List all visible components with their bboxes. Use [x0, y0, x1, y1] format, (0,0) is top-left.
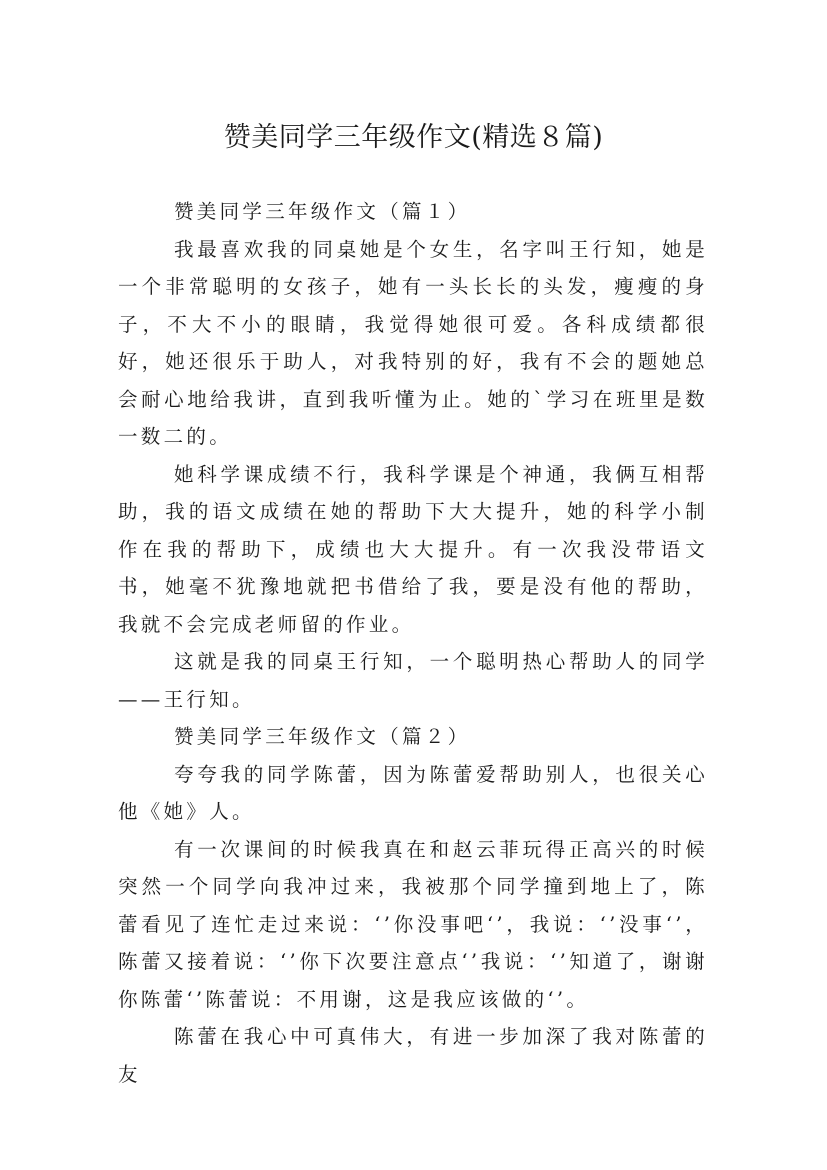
paragraph: 陈蕾在我心中可真伟大，有进一步加深了我对陈蕾的友: [118, 1025, 708, 1086]
paragraph: 我最喜欢我的同桌她是个女生，名字叫王行知，她是一个非常聪明的女孩子，她有一头长长的头发，瘦瘦的身子，不大不小的眼睛，我觉得她很可爱。各科成绩都很好，她还很乐于助人，对我特别的好，我有不会的题她总会耐心地给我讲，直到我听懂为止。她的`学习在班里是数一数二的。: [118, 237, 708, 448]
paragraph: 她科学课成绩不行，我科学课是个神通，我俩互相帮助，我的语文成绩在她的帮助下大大提升，她的科学小制作在我的帮助下，成绩也大大提升。有一次我没带语文书，她毫不犹豫地就把书借给了我，要是没有他的帮助，我就不会完成老师留的作业。: [118, 462, 708, 636]
document-body: [118, 193, 708, 1093]
section-heading-1: 赞美同学三年级作文（篇１）: [174, 200, 471, 223]
document-title: 赞美同学三年级作文(精选８篇): [223, 122, 604, 154]
paragraph: 有一次课间的时候我真在和赵云菲玩得正高兴的时候突然一个同学向我冲过来，我被那个同学撞到地上了，陈蕾看见了连忙走过来说：‘’你没事吧‘’，我说：‘’没事‘’，陈蕾又接着说：‘’你下次要注意点‘’我说：‘’知道了，谢谢你陈蕾‘’陈蕾说：不用谢，这是我应该做的‘’。: [118, 837, 708, 1011]
section-heading-2: 赞美同学三年级作文（篇２）: [174, 725, 471, 748]
paragraph: 这就是我的同桌王行知，一个聪明热心帮助人的同学——王行知。: [118, 650, 708, 711]
paragraph: 夸夸我的同学陈蕾，因为陈蕾爱帮助别人，也很关心他《她》人。: [118, 762, 708, 823]
